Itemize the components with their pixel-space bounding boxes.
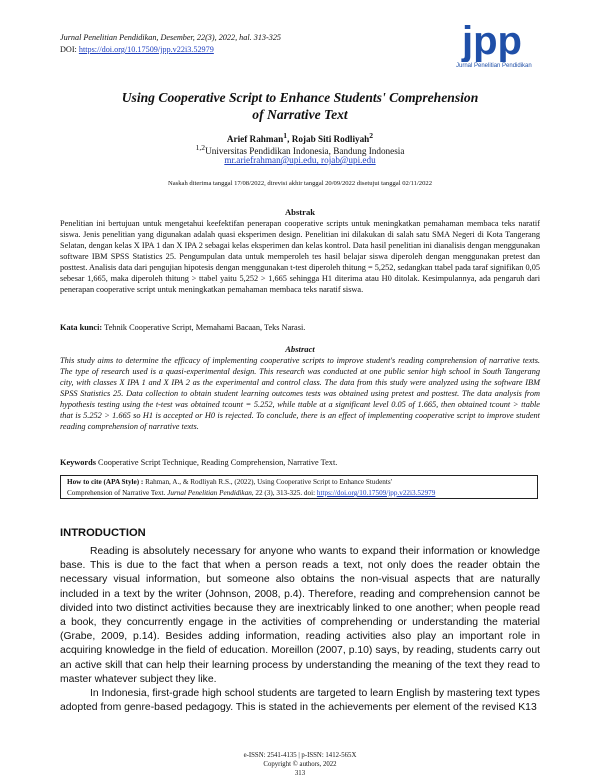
doi-line	[60, 44, 281, 56]
introduction-heading: INTRODUCTION	[60, 527, 146, 539]
keywords-label: Keywords	[60, 458, 96, 467]
cite-line-2	[67, 488, 531, 499]
author-separator: ,	[287, 134, 292, 145]
affiliation-sup: 1,2	[195, 143, 206, 152]
title-line-1: Using Cooperative Script to Enhance Students' Comprehension	[121, 90, 479, 105]
affiliation-text: Universitas Pendidikan Indonesia, Bandung Indonesia	[205, 146, 405, 157]
running-header	[60, 32, 281, 56]
logo-caption: Jurnal Penelitian Pendidikan	[456, 63, 532, 69]
abstrak-text: Penelitian ini bertujuan untuk mengetahui keefektifan penerapan cooperative scripts untuk meningkatkan pemahaman membaca teks naratif siswa. Jenis penelitian yang digunakan adalah quasi eksperimen design. Penelitian ini dilakukan di salah satu SMA Negeri di Kota Tangerang Selatan, dengan kelas X IPA 1 dan X IPA 2 sebagai kelas eksperimen dan kelas kontrol. Data hasil penelitian ini dianalisis dengan menggunakan software IBM SPSS Statistics 25. Pengumpulan data untuk memperoleh tes hasil belajar siswa diperoleh dengan menggunakan pretest dan posttest. Analisis data dari pengujian hipotesis dengan menggunakan t-test diperoleh thitung = 5,252, sedangkan ttabel pada taraf signifikan 0,05 sebesar 1,665, maka diperoleh thitung > ttabel yaitu 5,252 > 1,665 sehingga H1 diterima atau H0 ditolak. Kesimpulannya, ada pengaruh dari penerapan cooperative script untuk meningkatkan pemahaman membaca teks naratif siswa.	[60, 219, 540, 294]
kata-kunci	[60, 323, 540, 332]
kata-kunci-text: Tehnik Cooperative Script, Memahami Bacaan, Teks Narasi.	[104, 323, 306, 332]
cite-label: How to cite (APA Style) :	[67, 478, 144, 486]
cite-volume: 22 (3), 313-325. doi:	[255, 489, 316, 497]
author-emails	[60, 155, 540, 165]
author-1-sup: 1	[283, 131, 288, 140]
author-2-sup: 2	[369, 131, 374, 140]
journal-logo	[452, 18, 542, 74]
page-number: 313	[294, 770, 306, 777]
doi-link[interactable]: https://doi.org/10.17509/jpp.v22i3.52979	[78, 45, 214, 54]
author-1: Arief Rahman	[226, 134, 284, 145]
intro-paragraph-2: In Indonesia, first-grade high school students are targeted to learn English by mastering text types adopted from genre-based pedagogy. This is stated in the achievements per element of the revised K13	[60, 688, 540, 714]
footer-copyright: Copyright © authors, 2022	[263, 761, 337, 768]
doi-label: DOI:	[60, 45, 79, 54]
paper-title	[60, 89, 540, 123]
cite-title-end: Comprehension of Narrative Text.	[67, 489, 166, 497]
logo-mark-text: jpp	[462, 19, 522, 62]
footer-issn: e-ISSN: 2541-4135 | p-ISSN: 1412-565X	[243, 752, 357, 759]
keywords-text: Cooperative Script Technique, Reading Comprehension, Narrative Text.	[98, 458, 338, 467]
keywords	[60, 458, 540, 467]
jpp-logo-icon	[452, 18, 532, 62]
abstract-text: This study aims to determine the efficacy of implementing cooperative scripts to improve student's reading comprehension of narrative texts. The type of research used is a quasi-experimental design. This research was conducted at one public senior high school in South Tangerang city, with classes X IPA 1 and X IPA 2 as the experimental and control class. The data from this study were analyzed using the software IBM SPSS Statistics 25. Data collection to obtain student learning outcomes tests was obtained using pretest and posttest. The data analysis from hypothesis testing using the t-test was obtained tcount = 5.252, while ttable at a significant level 0.05 of 1.665, then obtained tcount > ttable that is 5.252 > 1.665 so H1 is accepted or H0 is rejected. To conclude, there is an effect of implementing cooperative script to improve student reading comprehension of narrative texts.	[60, 356, 540, 431]
cite-doi-link[interactable]: https://doi.org/10.17509/jpp.v22i3.52979	[316, 489, 436, 497]
intro-paragraph-1: Reading is absolutely necessary for anyone who wants to expand their information or knowledge base. This is due to the fact that when a person reads a text, not only does the reader obtain the necessary visual information, but someone also obtains the non-visual aspects that are naturally included in a text by the writer (Johnson, 2008, p.4). Therefore, reading and comprehension cannot be divided into two distinct activities because they are inextricably linked to one another; when people read a book, they concurrently engage in the activities of comprehending or understanding the material (Grabe, 2009, p.14). Besides adding information, reading activities also play an important role in acquiring knowledge in the field of education. Moreillon (2007, p.10) says, by reading, students carry out an active skill that can help their learning process by understanding the meaning of the text they read to master whatever subject they like.	[60, 546, 540, 685]
cite-journal: Jurnal Penelitian Pendidikan,	[167, 489, 254, 497]
abstract-heading: Abstract	[285, 344, 315, 354]
kata-kunci-label: Kata kunci:	[60, 323, 103, 332]
email-links[interactable]: mr.ariefrahman@upi.edu, rojab@upi.edu	[224, 155, 376, 165]
manuscript-history: Naskah diterima tanggal 17/08/2022, direvisi akhir tanggal 20/09/2022 disetujui tanggal 02/11/2022	[167, 180, 432, 187]
journal-citation-line: Jurnal Penelitian Pendidikan, Desember, 22(3), 2022, hal. 313-325	[60, 33, 282, 42]
cite-line-1	[67, 477, 531, 488]
introduction-body	[60, 545, 540, 715]
abstrak-heading: Abstrak	[284, 207, 316, 217]
title-line-2: of Narrative Text	[252, 107, 348, 122]
cite-authors: Rahman, A., & Rodliyah R.S., (2022), Using Cooperative Script to Enhance Students'	[145, 478, 392, 486]
author-2: Rojab Siti Rodliyah	[291, 134, 370, 145]
how-to-cite-box	[60, 475, 538, 499]
page-footer	[60, 751, 540, 778]
